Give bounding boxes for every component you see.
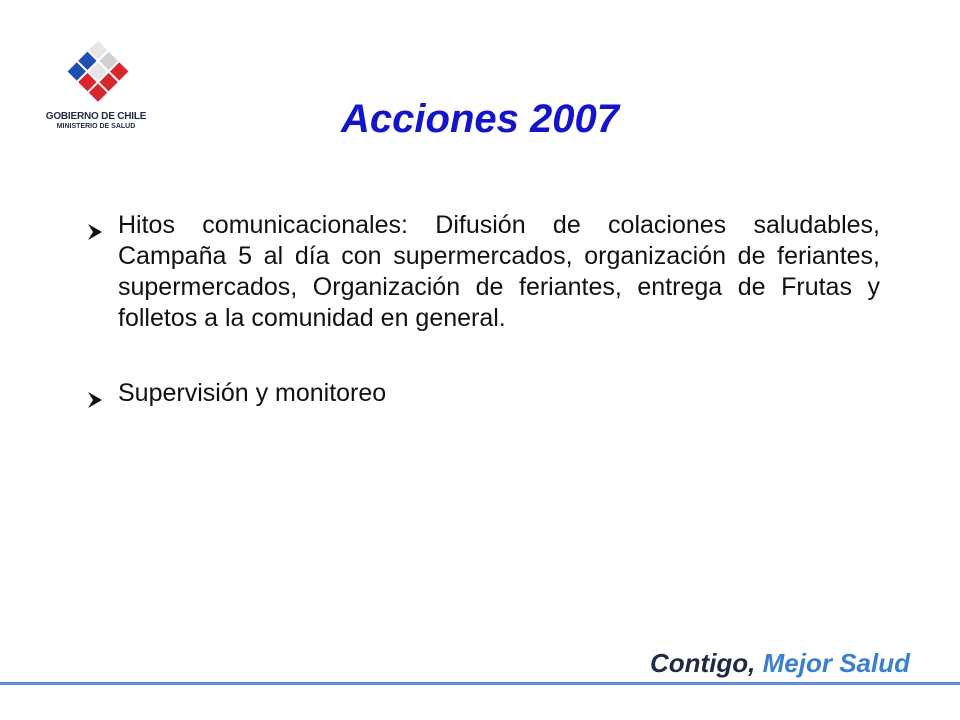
bullet-list bbox=[86, 210, 880, 417]
arrow-bullet-icon bbox=[86, 210, 118, 249]
logo-subtitle: MINISTERIO DE SALUD bbox=[56, 123, 136, 130]
bullet-text: Hitos comunicacionales: Difusión de colaciones saludables, Campaña 5 al día con supermercados, organización de feriantes, supermercados, Organización de feriantes, entrega de Frutas y folletos a la comunidad en general. bbox=[118, 211, 880, 332]
footer-divider bbox=[0, 682, 960, 685]
arrow-bullet-icon bbox=[86, 378, 118, 417]
slogan-part2: Mejor Salud bbox=[755, 648, 910, 678]
bullet-text: Supervisión y monitoreo bbox=[118, 379, 387, 407]
slide-title: Acciones 2007 bbox=[341, 97, 619, 141]
bullet-item bbox=[86, 378, 880, 417]
footer-slogan bbox=[650, 648, 910, 679]
bullet-item bbox=[86, 210, 880, 334]
logo-name: GOBIERNO DE CHILE bbox=[45, 111, 147, 122]
slogan-part1: Contigo, bbox=[650, 648, 756, 678]
